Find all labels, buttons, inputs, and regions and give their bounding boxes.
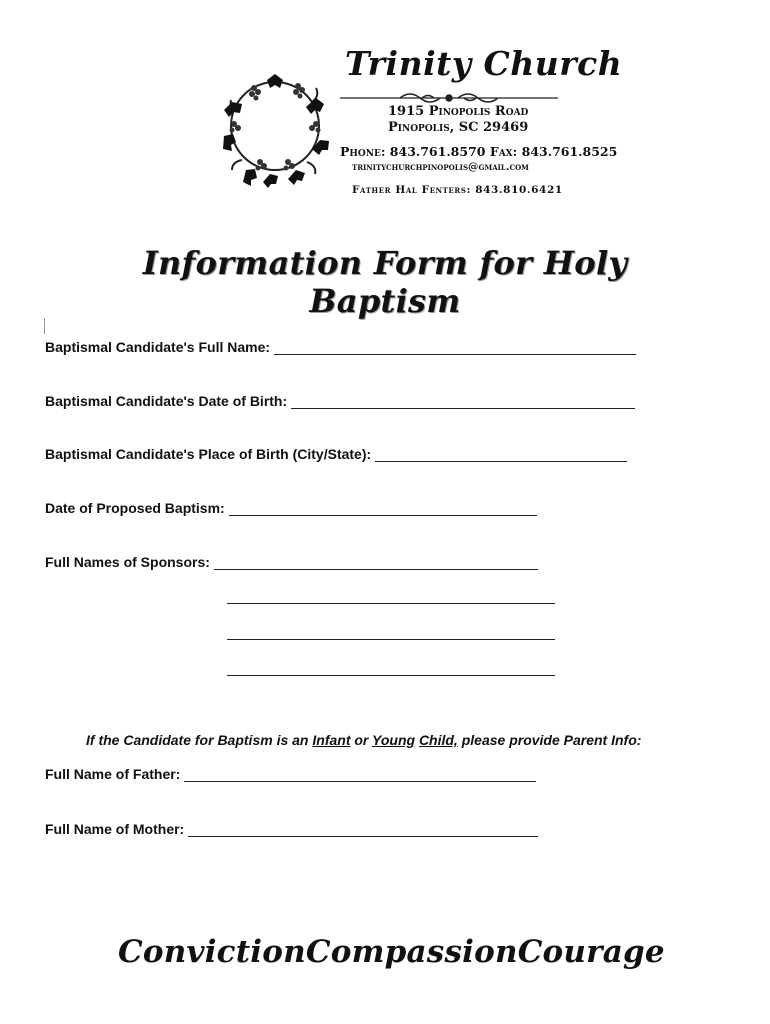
note-text-3: please provide Parent Info: bbox=[457, 732, 642, 748]
field-label-father-name: Full Name of Father: bbox=[45, 766, 181, 782]
note-infant: Infant bbox=[312, 732, 351, 748]
motto-footer bbox=[118, 922, 665, 982]
address-line-1: 1915 Pinopolis Road bbox=[388, 104, 529, 119]
field-mother-name bbox=[45, 821, 538, 837]
father-contact: Father Hal Fenters: 843.810.6421 bbox=[352, 184, 563, 196]
note-text-1: If the Candidate for Baptism is an bbox=[86, 732, 313, 748]
field-date-of-birth bbox=[45, 393, 635, 409]
date-of-birth-input-line[interactable] bbox=[291, 395, 635, 409]
sponsor-input-line-3[interactable] bbox=[227, 639, 555, 640]
field-label-date-of-birth: Baptismal Candidate's Date of Birth: bbox=[45, 393, 288, 409]
field-label-place-of-birth: Baptismal Candidate's Place of Birth (City/State): bbox=[45, 446, 372, 462]
motto-word-conviction: Conviction bbox=[118, 934, 306, 970]
note-child: Child, bbox=[418, 732, 458, 748]
sponsor-input-line-1[interactable] bbox=[214, 556, 538, 570]
email-address: trinitychurchpinopolis@gmail.com bbox=[352, 161, 529, 173]
address-line-2: Pinopolis, SC 29469 bbox=[388, 120, 529, 135]
note-text-2: or bbox=[350, 732, 373, 748]
parent-info-note bbox=[86, 732, 641, 748]
field-label-proposed-date: Date of Proposed Baptism: bbox=[45, 500, 225, 516]
proposed-date-input-line[interactable] bbox=[229, 502, 537, 516]
field-sponsors bbox=[45, 554, 538, 570]
form-title: Information Form for Holy Baptism bbox=[142, 244, 628, 320]
field-place-of-birth bbox=[45, 446, 627, 462]
field-label-mother-name: Full Name of Mother: bbox=[45, 821, 185, 837]
motto-word-compassion: Compassion bbox=[305, 934, 518, 970]
church-name: Trinity Church bbox=[345, 44, 623, 83]
motto-word-courage: Courage bbox=[517, 934, 665, 970]
note-young: Young bbox=[372, 732, 416, 748]
field-label-full-name: Baptismal Candidate's Full Name: bbox=[45, 339, 271, 355]
mother-name-input-line[interactable] bbox=[188, 823, 538, 837]
field-full-name bbox=[45, 339, 636, 355]
sponsor-input-line-2[interactable] bbox=[227, 603, 555, 604]
sponsor-input-line-4[interactable] bbox=[227, 675, 555, 676]
field-proposed-date bbox=[45, 500, 537, 516]
phone-fax: Phone: 843.761.8570 Fax: 843.761.8525 bbox=[340, 144, 618, 159]
place-of-birth-input-line[interactable] bbox=[375, 448, 627, 462]
field-label-sponsors: Full Names of Sponsors: bbox=[45, 554, 210, 570]
text-cursor-mark bbox=[44, 318, 45, 334]
field-father-name bbox=[45, 766, 536, 782]
father-name-input-line[interactable] bbox=[184, 768, 536, 782]
grapevine-wreath-icon bbox=[212, 62, 338, 190]
full-name-input-line[interactable] bbox=[274, 341, 636, 355]
